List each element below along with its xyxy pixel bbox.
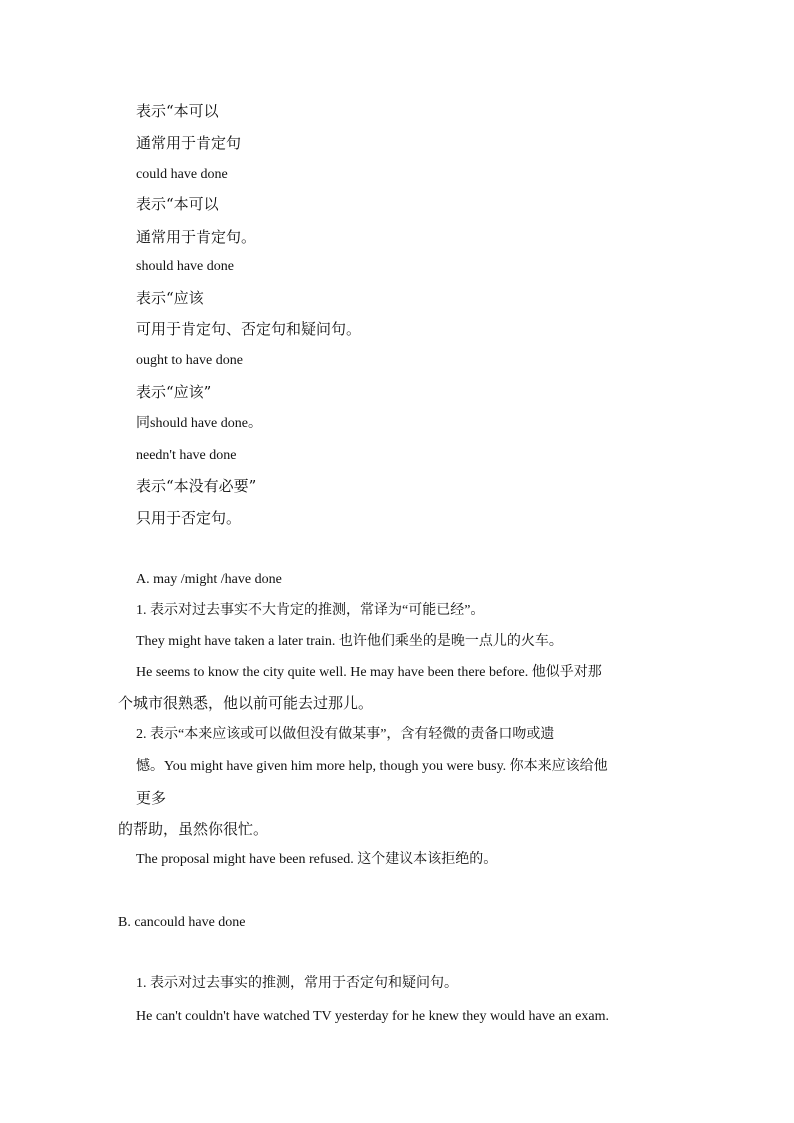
text-line: 通常用于肯定句 <box>136 134 242 152</box>
text-line: He seems to know the city quite well. He may have been there before. 他似乎对那 <box>136 665 602 680</box>
text-line: needn't have done <box>136 448 237 463</box>
section-heading-b: B. cancould have done <box>118 915 246 930</box>
text-line: 表示“本没有必要” <box>136 477 257 495</box>
text-line: 1. 表示对过去事实的推测，常用于否定句和疑问句。 <box>136 976 458 991</box>
text-line: 更多 <box>136 789 167 807</box>
text-line: 个城市很熟悉，他以前可能去过那儿。 <box>118 694 374 712</box>
section-heading-a: A. may /might /have done <box>136 572 282 587</box>
text-line: 2. 表示“本来应该或可以做但没有做某事”，含有轻微的责备口吻或遗 <box>136 727 555 742</box>
text-line: 只用于否定句。 <box>136 509 242 527</box>
text-line: He can't couldn't have watched TV yesterday for he knew they would have an exam. <box>136 1009 609 1024</box>
text-line: They might have taken a later train. 也许他们乘坐的是晚一点儿的火车。 <box>136 634 563 649</box>
text-line: could have done <box>136 167 228 182</box>
text-line: 表示“本可以 <box>136 102 219 120</box>
text-line: ought to have done <box>136 353 243 368</box>
text-line: 1. 表示对过去事实不大肯定的推测，常译为“可能已经”。 <box>136 603 485 618</box>
text-line: 表示“应该” <box>136 383 212 401</box>
text-line: 可用于肯定句、否定句和疑问句。 <box>136 320 362 338</box>
text-line: should have done <box>136 259 234 274</box>
text-line: 通常用于肯定句。 <box>136 228 257 246</box>
text-line: 表示“应该 <box>136 289 204 307</box>
text-line: 表示“本可以 <box>136 195 219 213</box>
text-line: 的帮助，虽然你很忙。 <box>118 820 269 838</box>
text-line: 同should have done。 <box>136 416 262 431</box>
text-line: The proposal might have been refused. 这个建议本该拒绝的。 <box>136 852 498 867</box>
text-line: 憾。You might have given him more help, though you were busy. 你本来应该给他 <box>136 759 608 774</box>
